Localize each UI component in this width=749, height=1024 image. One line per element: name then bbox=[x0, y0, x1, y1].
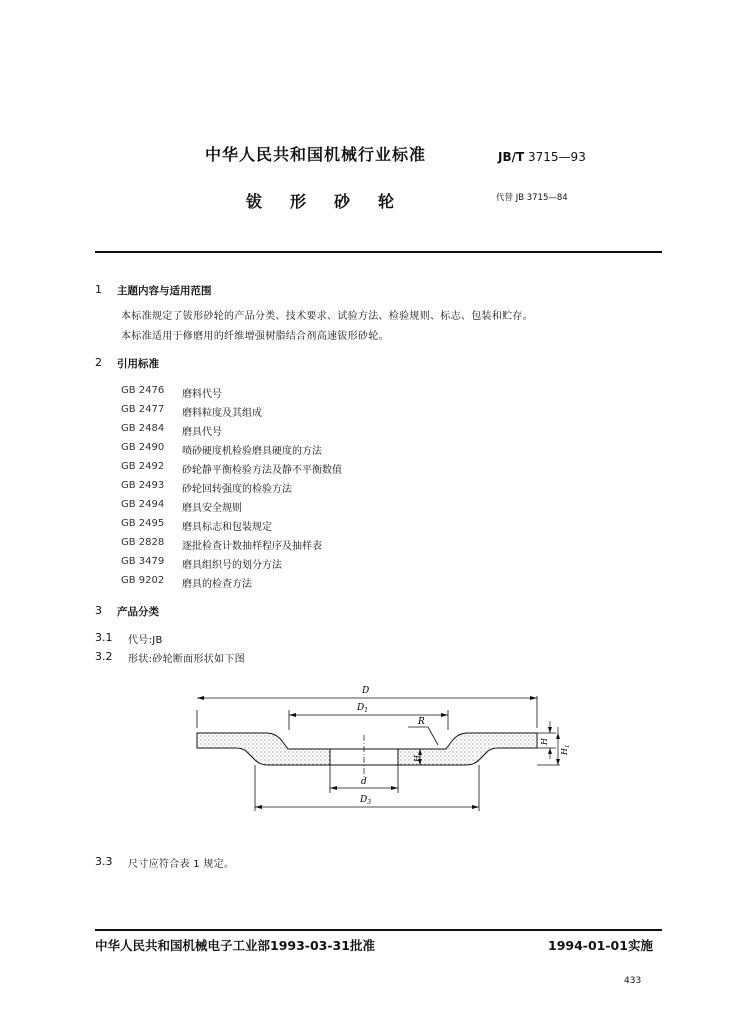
reference-code: GB 9202 bbox=[121, 575, 165, 586]
subsection-3-3-number: 3.3 bbox=[95, 855, 113, 868]
wheel-section-left bbox=[197, 733, 330, 765]
reference-code: GB 2494 bbox=[121, 499, 165, 510]
arrowhead bbox=[548, 748, 552, 754]
arrowhead bbox=[197, 696, 204, 700]
reference-title: 磨具组织号的划分方法 bbox=[182, 560, 282, 571]
arrowhead bbox=[472, 805, 479, 809]
page-number: 433 bbox=[624, 976, 642, 986]
reference-code: GB 2493 bbox=[121, 480, 165, 491]
label-H-inner: H bbox=[413, 755, 422, 762]
reference-code: GB 2477 bbox=[121, 404, 165, 415]
section-3-number: 3 bbox=[95, 604, 102, 617]
wheel-cross-section-diagram bbox=[180, 675, 570, 825]
effective-date: 1994-01-01实施 bbox=[548, 938, 653, 953]
label-R: R bbox=[418, 717, 425, 727]
section-2-number: 2 bbox=[95, 356, 102, 369]
section-1-heading: 主题内容与适用范围 bbox=[117, 285, 212, 297]
arrowhead bbox=[556, 759, 560, 765]
reference-title: 磨料粒度及其组成 bbox=[182, 408, 262, 419]
section-3-heading: 产品分类 bbox=[117, 606, 159, 618]
reference-title: 磨具标志和包装规定 bbox=[182, 522, 272, 533]
reference-title: 磨具安全规则 bbox=[182, 503, 242, 514]
label-D1: $D_1$ bbox=[357, 703, 369, 714]
arrowhead bbox=[556, 733, 560, 739]
arrowhead bbox=[289, 713, 296, 717]
label-D: D bbox=[362, 686, 370, 696]
reference-title: 砂轮回转强度的检验方法 bbox=[182, 484, 292, 495]
reference-code: GB 2828 bbox=[121, 537, 165, 548]
arrowhead bbox=[530, 696, 537, 700]
arrowhead bbox=[330, 786, 337, 790]
header-divider bbox=[95, 251, 662, 253]
standard-category-title: 中华人民共和国机械行业标准 bbox=[205, 145, 427, 164]
subsection-3-1-number: 3.1 bbox=[95, 631, 113, 644]
footer-divider bbox=[95, 929, 662, 931]
section-1-paragraph-1: 本标准规定了钹形砂轮的产品分类、技术要求、试验方法、检验规则、标志、包装和贮存。 bbox=[121, 311, 533, 322]
reference-code: GB 2484 bbox=[121, 423, 165, 434]
subsection-3-2-text: 形状:砂轮断面形状如下图 bbox=[128, 654, 245, 665]
reference-title: 磨具的检查方法 bbox=[182, 579, 252, 590]
arrowhead bbox=[441, 713, 448, 717]
reference-code: GB 2492 bbox=[121, 461, 165, 472]
radius-leader bbox=[428, 727, 438, 745]
arrowhead bbox=[548, 727, 552, 733]
reference-title: 磨具代号 bbox=[182, 427, 222, 438]
subsection-3-2-number: 3.2 bbox=[95, 650, 113, 663]
section-2-heading: 引用标准 bbox=[117, 358, 159, 370]
reference-title: 逐批检查计数抽样程序及抽样表 bbox=[182, 541, 322, 552]
reference-code: GB 2490 bbox=[121, 442, 165, 453]
replaces-standard: 代替 JB 3715—84 bbox=[496, 193, 568, 203]
section-1-number: 1 bbox=[95, 283, 102, 296]
label-H1: $H_1$ bbox=[560, 744, 571, 755]
reference-code: GB 2476 bbox=[121, 385, 165, 396]
section-1-paragraph-2: 本标准适用于修磨用的纤维增强树脂结合剂高速钹形砂轮。 bbox=[121, 331, 389, 342]
subsection-3-3-text: 尺寸应符合表 1 规定。 bbox=[128, 859, 235, 870]
reference-title: 喷砂硬度机检验磨具硬度的方法 bbox=[182, 446, 322, 457]
reference-title: 磨料代号 bbox=[182, 389, 222, 400]
reference-code: GB 3479 bbox=[121, 556, 165, 567]
standard-code-prefix: JB/T bbox=[498, 150, 525, 164]
approval-line: 中华人民共和国机械电子工业部1993-03-31批准 bbox=[95, 938, 375, 953]
label-D3: $D_3$ bbox=[360, 795, 372, 806]
arrowhead bbox=[391, 786, 398, 790]
reference-title: 砂轮静平衡检验方法及静不平衡数值 bbox=[182, 465, 342, 476]
subsection-3-1-text: 代号:JB bbox=[128, 635, 163, 646]
document-title: 钹形砂轮 bbox=[246, 192, 423, 211]
standard-code bbox=[498, 150, 586, 164]
arrowhead bbox=[255, 805, 262, 809]
label-H: H bbox=[540, 738, 549, 745]
standard-code-number: 3715—93 bbox=[528, 150, 586, 164]
reference-code: GB 2495 bbox=[121, 518, 165, 529]
label-d: d bbox=[361, 777, 367, 787]
